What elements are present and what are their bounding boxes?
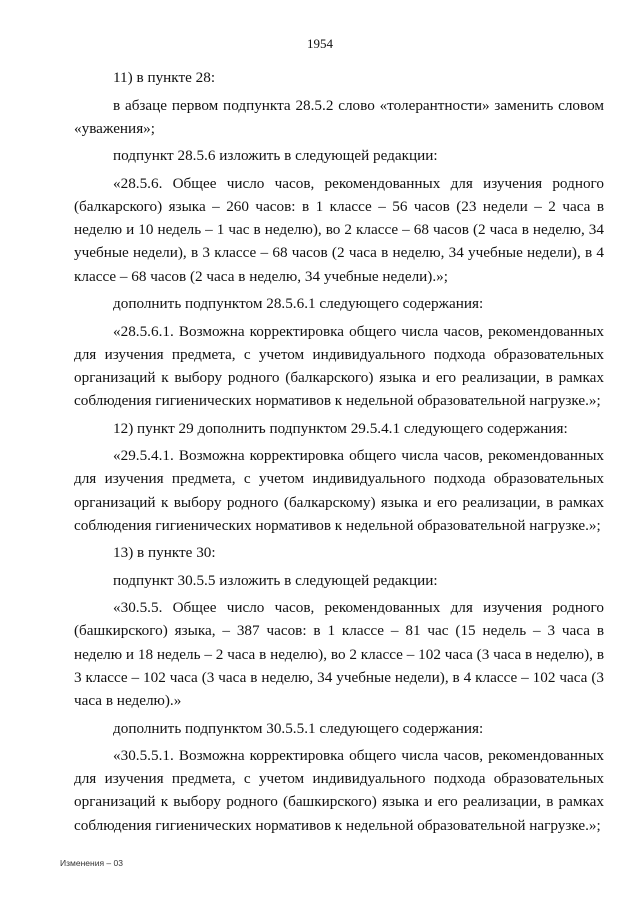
- paragraph: «28.5.6.1. Возможна корректировка общего числа часов, рекомендованных для изучения предмета, с учетом индивидуального подхода образовательных организаций к выбору родного (балкарского) языка и его реализации, в рамках соблюдения гигиенических нормативов к недельной образовательной нагрузке.»;: [74, 322, 604, 410]
- paragraph: «30.5.5. Общее число часов, рекомендованных для изучения родного (башкирского) языка, – 387 часов: в 1 классе – 81 час (15 недель – 3 часа в неделю и 18 недель – 2 часа в неделю), во 2 классе – 102 часа (3 часа в неделю), в 3 классе – 102 часа (3 часа в неделю, 34 учебные недели), в 4 классе – 102 часа (3 часа в неделю).»: [74, 599, 604, 710]
- paragraph: дополнить подпунктом 30.5.5.1 следующего содержания:: [113, 719, 484, 737]
- paragraph: 13) в пункте 30:: [113, 544, 216, 562]
- paragraph: «29.5.4.1. Возможна корректировка общего числа часов, рекомендованных для изучения предмета, с учетом индивидуального подхода образовательных организаций к выбору родного (балкарскому) языка и его реализации, в рамках соблюдения гигиенических нормативов к недельной образовательной нагрузке.»;: [74, 447, 604, 534]
- paragraph: подпункт 28.5.6 изложить в следующей редакции:: [113, 147, 438, 165]
- document-body: [74, 66, 604, 841]
- paragraph: «28.5.6. Общее число часов, рекомендованных для изучения родного (балкарского) языка – 260 часов: в 1 классе – 56 часов (23 недели – 2 часа в неделю и 10 недель – 1 час в неделю), во 2 классе – 68 часов (2 часа в неделю, 34 учебные недели), в 3 классе – 68 часов (2 часа в неделю, 34 учебные недели), в 4 классе – 68 часов (2 часа в неделю, 34 учебные недели).»;: [74, 174, 604, 285]
- paragraph: подпункт 30.5.5 изложить в следующей редакции:: [113, 571, 438, 589]
- paragraph: дополнить подпунктом 28.5.6.1 следующего содержания:: [113, 295, 484, 313]
- paragraph: в абзаце первом подпункта 28.5.2 слово «толерантности» заменить словом «уважения»;: [74, 96, 604, 137]
- page-number: 1954: [307, 36, 333, 51]
- paragraph: «30.5.5.1. Возможна корректировка общего числа часов, рекомендованных для изучения предмета, с учетом индивидуального подхода образовательных организаций к выбору родного (башкирского) языка и его реализации, в рамках соблюдения гигиенических нормативов к недельной образовательной нагрузке.»;: [74, 747, 604, 834]
- paragraph: 12) пункт 29 дополнить подпунктом 29.5.4.1 следующего содержания:: [113, 419, 568, 437]
- footer-label: Изменения – 03: [60, 858, 123, 868]
- paragraph: 11) в пункте 28:: [113, 69, 216, 86]
